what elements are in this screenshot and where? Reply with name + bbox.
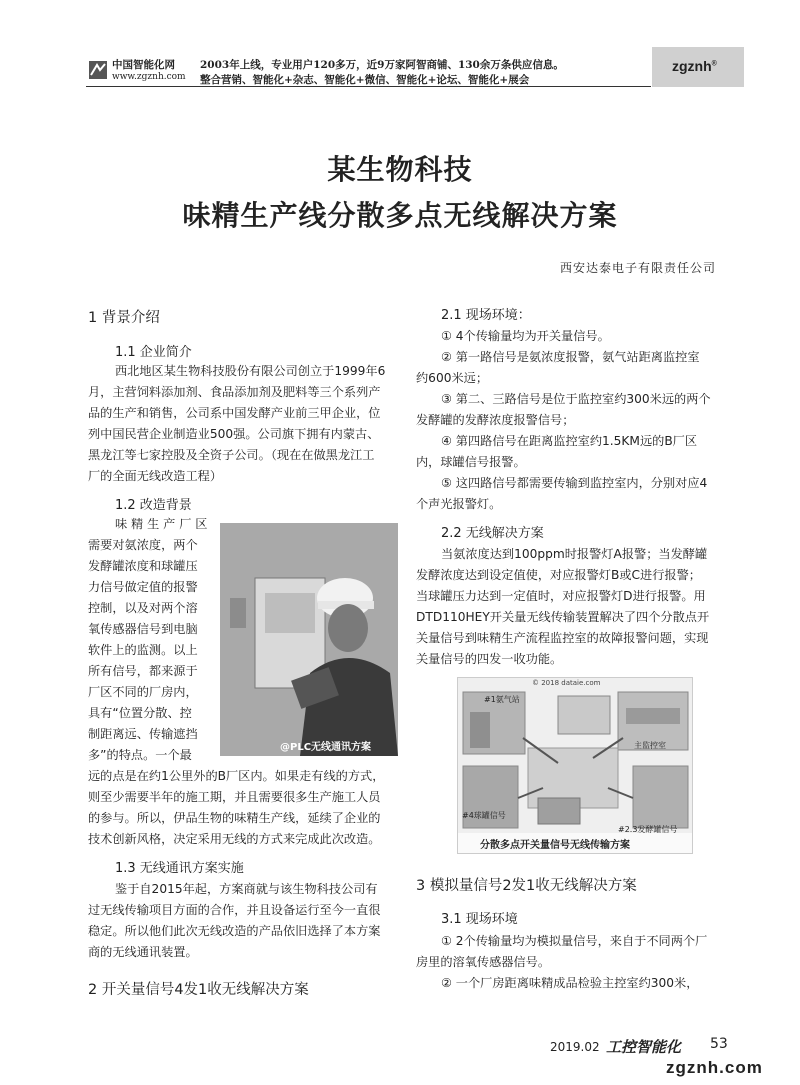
page-number: 53 bbox=[710, 1036, 728, 1052]
section-1-1-line-3: 列中国民营企业制造业500强。公司旗下拥有内蒙古、 bbox=[88, 427, 380, 441]
transmission-diagram bbox=[457, 677, 693, 854]
section-2-1-line-0: ① 4个传输量均为开关量信号。 bbox=[441, 329, 610, 343]
section-2-1-line-3: ③ 第二、三路信号是位于监控室约300米远的两个 bbox=[441, 392, 711, 406]
section-1-2-line-7: 所有信号，都来源于 bbox=[88, 664, 198, 678]
site-logo-icon bbox=[88, 60, 108, 80]
diagram-label-ammonia-station: #1氨气站 bbox=[484, 695, 520, 704]
section-1-1-line-1: 月，主营饲料添加剂、食品添加剂及肥料等三个系列产 bbox=[88, 385, 381, 399]
footer-date: 2019.02 bbox=[550, 1040, 600, 1054]
section-1-2-heading: 1.2 改造背景 bbox=[115, 498, 192, 513]
footer-magazine: 工控智能化 bbox=[606, 1038, 682, 1056]
section-3-heading: 3 模拟量信号2发1收无线解决方案 bbox=[416, 878, 637, 894]
diagram-label-ball-tank: #4球罐信号 bbox=[462, 811, 506, 820]
section-2-2-line-4: 关量信号到味精生产流程监控室的故障报警问题，实现 bbox=[416, 631, 709, 645]
section-1-1-heading: 1.1 企业简介 bbox=[115, 345, 192, 360]
section-1-3-line-2: 稳定。所以他们此次无线改造的产品依旧选择了本方案 bbox=[88, 924, 381, 938]
section-2-1-line-5: ④ 第四路信号在距离监控室约1.5KM远的B厂区 bbox=[441, 434, 698, 448]
section-1-2-wide-3: 技术创新风格，决定采用无线的方式来完成此次改造。 bbox=[88, 832, 381, 846]
section-3-1-line-2: ② 一个厂房距离味精成品检验主控室约300米， bbox=[441, 976, 699, 990]
site-url[interactable]: www.zgznh.com bbox=[112, 72, 186, 82]
photo-caption: @PLC无线通讯方案 bbox=[280, 742, 372, 753]
section-2-2-line-1: 发酵浓度达到设定值使，对应报警灯B或C进行报警； bbox=[416, 568, 701, 582]
section-2-1-line-2: 约600米远； bbox=[416, 371, 489, 385]
article-title-line2: 味精生产线分散多点无线解决方案 bbox=[182, 199, 618, 232]
section-1-1-line-2: 品的生产和销售，公司系中国发酵产业前三甲企业，位 bbox=[88, 406, 381, 420]
worker-photo bbox=[220, 523, 398, 756]
site-name: 中国智能化网 bbox=[112, 59, 175, 71]
section-1-2-line-5: 氧传感器信号到电脑 bbox=[88, 622, 198, 636]
header-tagline-1: 2003年上线，专业用户120多万，近9万家阿智商铺、130余万条供应信息。 bbox=[200, 59, 564, 71]
section-1-2-line-10: 制距离远、传输遮挡 bbox=[88, 727, 198, 741]
section-2-2-line-2: 当球罐压力达到一定值时，对应报警灯D进行报警。用 bbox=[416, 589, 706, 603]
diagram-caption: 分散多点开关量信号无线传输方案 bbox=[480, 840, 630, 851]
section-1-2-line-9: 具有“位置分散、控 bbox=[88, 706, 192, 720]
author-company: 西安达泰电子有限责任公司 bbox=[560, 261, 717, 275]
section-2-1-heading: 2.1 现场环境： bbox=[441, 308, 531, 323]
section-2-1-line-1: ② 第一路信号是氨浓度报警，氨气站距离监控室 bbox=[441, 350, 700, 364]
section-1-2-line-0: 味 精 生 产 厂 区 bbox=[115, 517, 208, 531]
section-1-2-line-1: 需要对氨浓度，两个 bbox=[88, 538, 198, 552]
section-3-1-line-0: ① 2个传输量均为模拟量信号，来自于不同两个厂 bbox=[441, 934, 708, 948]
section-1-2-line-11: 多”的特点。一个最 bbox=[88, 748, 192, 762]
section-1-3-line-1: 过无线传输项目方面的合作，并且设备运行至今一直很 bbox=[88, 903, 381, 917]
article-title-line1: 某生物科技 bbox=[327, 153, 473, 186]
section-1-2-line-8: 厂区不同的厂房内， bbox=[88, 685, 198, 699]
section-1-2-line-6: 软件上的监测。以上 bbox=[88, 643, 198, 657]
section-1-3-line-3: 商的无线通讯装置。 bbox=[88, 945, 198, 959]
section-2-1-line-4: 发酵罐的发酵浓度报警信号； bbox=[416, 413, 575, 427]
section-1-2-wide-2: 的参与。所以，伊品生物的味精生产线，延续了企业的 bbox=[88, 811, 381, 825]
section-1-2-line-3: 力信号做定值的报警 bbox=[88, 580, 198, 594]
section-2-1-line-6: 内，球罐信号报警。 bbox=[416, 455, 526, 469]
diagram-copyright: © 2018 dataie.com bbox=[532, 679, 601, 687]
section-2-heading: 2 开关量信号4发1收无线解决方案 bbox=[88, 982, 309, 998]
registered-mark: ® bbox=[711, 60, 717, 68]
section-1-1-line-0: 西北地区某生物科技股份有限公司创立于1999年6 bbox=[115, 364, 386, 378]
header-divider bbox=[86, 86, 651, 87]
section-3-1-line-1: 房里的溶氧传感器信号。 bbox=[416, 955, 551, 969]
section-2-1-line-7: ⑤ 这四路信号都需要传输到监控室内，分别对应4 bbox=[441, 476, 708, 490]
section-1-2-wide-1: 则至少需要半年的施工期，并且需要很多生产施工人员 bbox=[88, 790, 381, 804]
section-2-2-line-3: DTD110HEY开关量无线传输装置解决了四个分散点开 bbox=[416, 610, 710, 624]
section-1-2-wide-0: 远的点是在约1公里外的B厂区内。如果走有线的方式， bbox=[88, 769, 385, 783]
section-3-1-heading: 3.1 现场环境 bbox=[441, 912, 518, 927]
section-2-2-line-5: 关量信号的四发一收功能。 bbox=[416, 652, 563, 666]
diagram-label-control-room: 主监控室 bbox=[634, 741, 666, 750]
section-1-3-heading: 1.3 无线通讯方案实施 bbox=[115, 861, 244, 876]
section-2-2-line-0: 当氨浓度达到100ppm时报警灯A报警；当发酵罐 bbox=[441, 547, 708, 561]
section-1-3-line-0: 鉴于自2015年起，方案商就与该生物科技公司有 bbox=[115, 882, 378, 896]
section-1-1-line-5: 厂的全面无线改造工程） bbox=[88, 469, 223, 483]
section-1-heading: 1 背景介绍 bbox=[88, 310, 160, 326]
section-2-1-line-8: 个声光报警灯。 bbox=[416, 497, 502, 511]
footer-site[interactable]: zgznh.com bbox=[666, 1058, 763, 1077]
section-1-1-line-4: 黑龙江等七家控股及全资子公司。（现在在做黑龙江工 bbox=[88, 448, 375, 462]
section-1-2-line-4: 控制，以及对两个溶 bbox=[88, 601, 198, 615]
section-1-2-line-2: 发酵罐浓度和球罐压 bbox=[88, 559, 198, 573]
brand-tab-label: zgznh® bbox=[672, 58, 717, 74]
header-tagline-2: 整合营销、智能化+杂志、智能化+微信、智能化+论坛、智能化+展会 bbox=[200, 74, 530, 86]
diagram-label-fermenter: #2.3发酵罐信号 bbox=[618, 825, 678, 834]
section-2-2-heading: 2.2 无线解决方案 bbox=[441, 526, 544, 541]
